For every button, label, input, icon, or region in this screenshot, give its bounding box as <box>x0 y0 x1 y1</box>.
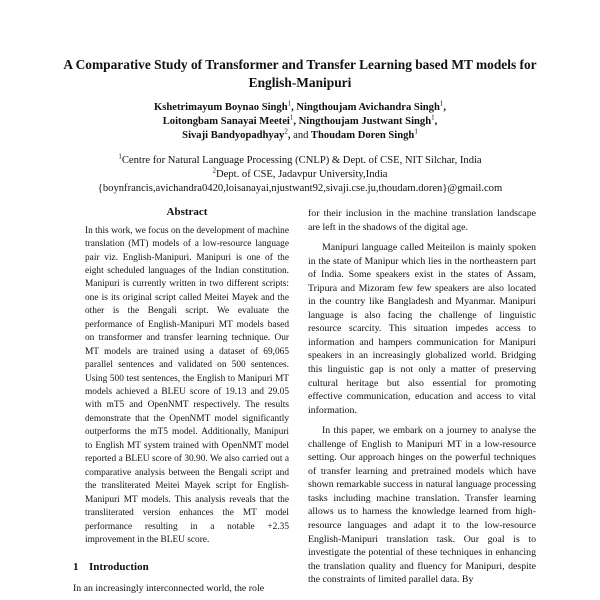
introduction-text: In an increasingly interconnected world, the role <box>73 583 265 595</box>
author-name: Ningthoujam Justwant Singh <box>298 116 432 128</box>
author-list: Kshetrimayum Boynao Singh$^1$, Ningthoujam Avichandra Singh$^1$, Loitongbam Sanayai Meetei$^1$, Ningthoujam Justwant Singh$^1$, Sivaji Bandyopadhyay$^2$, and Thoudam Doren Singh$^1$ <box>153 99 447 142</box>
author-name: Loitongbam Sanayai Meetei <box>162 116 290 128</box>
author-affiliation-mark: 2 <box>284 127 288 136</box>
author-name: Thoudam Doren Singh <box>310 130 415 142</box>
left-column <box>73 206 301 596</box>
author-name: Ningthoujam Avichandra Singh <box>296 102 440 113</box>
affiliation-line <box>40 154 560 168</box>
author-affiliation-mark: 1 <box>431 113 435 122</box>
author-affiliation-mark: 1 <box>414 127 418 136</box>
right-column-body <box>308 207 536 587</box>
section-number: 1 <box>73 561 79 574</box>
author-name: Kshetrimayum Boynao Singh <box>153 102 288 113</box>
author-emails: {boynfrancis,avichandra0420,loisanayai,njustwant92,sivaji.cse.ju,thoudam.doren}@gmail.com <box>97 183 503 195</box>
introduction-heading <box>73 560 301 574</box>
abstract-body <box>73 225 301 548</box>
affiliation-mark: 1 <box>118 152 122 161</box>
author-conjunction: and <box>293 130 309 142</box>
section-title: Introduction <box>89 561 149 574</box>
right-column <box>308 207 536 587</box>
affiliation-text: Centre for Natural Language Processing (CNLP) & Dept. of CSE, NIT Silchar, India <box>121 154 482 166</box>
body-paragraph: Manipuri language called Meiteilon is mainly spoken in the state of Manipur which lies in the northeastern part of India. Some speakers exist in the states of Assam, Tripura and Mizoram few few speakers are also located in the country like Bangladesh and Myanmar. Manipuri language is also facing the challenge of linguistic resource scarcity. This situation impedes access to information and hampers communication for Manipuri speakers in an increasingly globalized world. Bridging this linguistic gap is not only a matter of preserving cultural heritage but also essential for promoting effective communication, education and access to vital information. <box>308 242 536 416</box>
affiliation-line <box>40 168 560 182</box>
paper-title: A Comparative Study of Transformer and Transfer Learning based MT models for English-Manipuri <box>63 57 537 90</box>
author-name: Sivaji Bandyopadhyay <box>182 130 285 142</box>
affiliations <box>40 154 560 197</box>
author-affiliation-mark: 1 <box>289 113 294 122</box>
title-block <box>40 56 560 196</box>
affiliation-text: Dept. of CSE, Jadavpur University,India <box>216 168 388 180</box>
affiliation-mark: 2 <box>212 166 217 175</box>
abstract-text: In this work, we focus on the development of machine translation (MT) models of a low-resource language pair viz. English-Manipuri. Manipuri is one of the eight scheduled languages of the Indian constitution. Manipuri is currently written in two different scripts: one is its original script called Meitei Mayek and the other is the Bengali script. We evaluate the performance of English-Manipuri MT models based on transformer and transfer learning technique. Our MT models are trained using a dataset of 69,065 parallel sentences and validated on 500 sentences. Using 500 test sentences, the English to Manipuri MT models achieved a BLEU score of 19.13 and 29.05 with mT5 and OpenNMT respectively. The results demonstrate that the OpenNMT model significantly outperforms the mT5 model. Additionally, Manipuri to English MT system trained with OpenNMT model reported a BLEU score of 30.90. We also carried out a comparative analysis between the Bengali script and the transliterated Meitei Mayek script for English-Manipuri MT models. This analysis reveals that the transliterated version enhances the MT model performance resulting in a notable +2.35 improvement in the BLEU score. <box>85 225 289 546</box>
body-paragraph: for their inclusion in the machine translation landscape are left in the shadows of the digital age. <box>308 208 536 233</box>
author-affiliation-mark: 1 <box>439 99 444 108</box>
abstract-heading: Abstract <box>166 206 208 218</box>
author-affiliation-mark: 1 <box>287 99 292 108</box>
body-paragraph: In this paper, we embark on a journey to analyse the challenge of English to Manipuri MT in a low-resource setting. Our approach hinges on the powerful techniques of transfer learning and pretrained models which have shown remarkable success in natural language processing tasks including machine translation. Transfer learning allows us to harness the knowledge learned from high-resource languages and adapt it to the low-resource English-Manipuri translation task. Our goal is to investigate the potential of these techniques in enhancing the translation quality and fluency for Manipuri, despite the constraints of limited parallel data. By <box>308 425 536 586</box>
